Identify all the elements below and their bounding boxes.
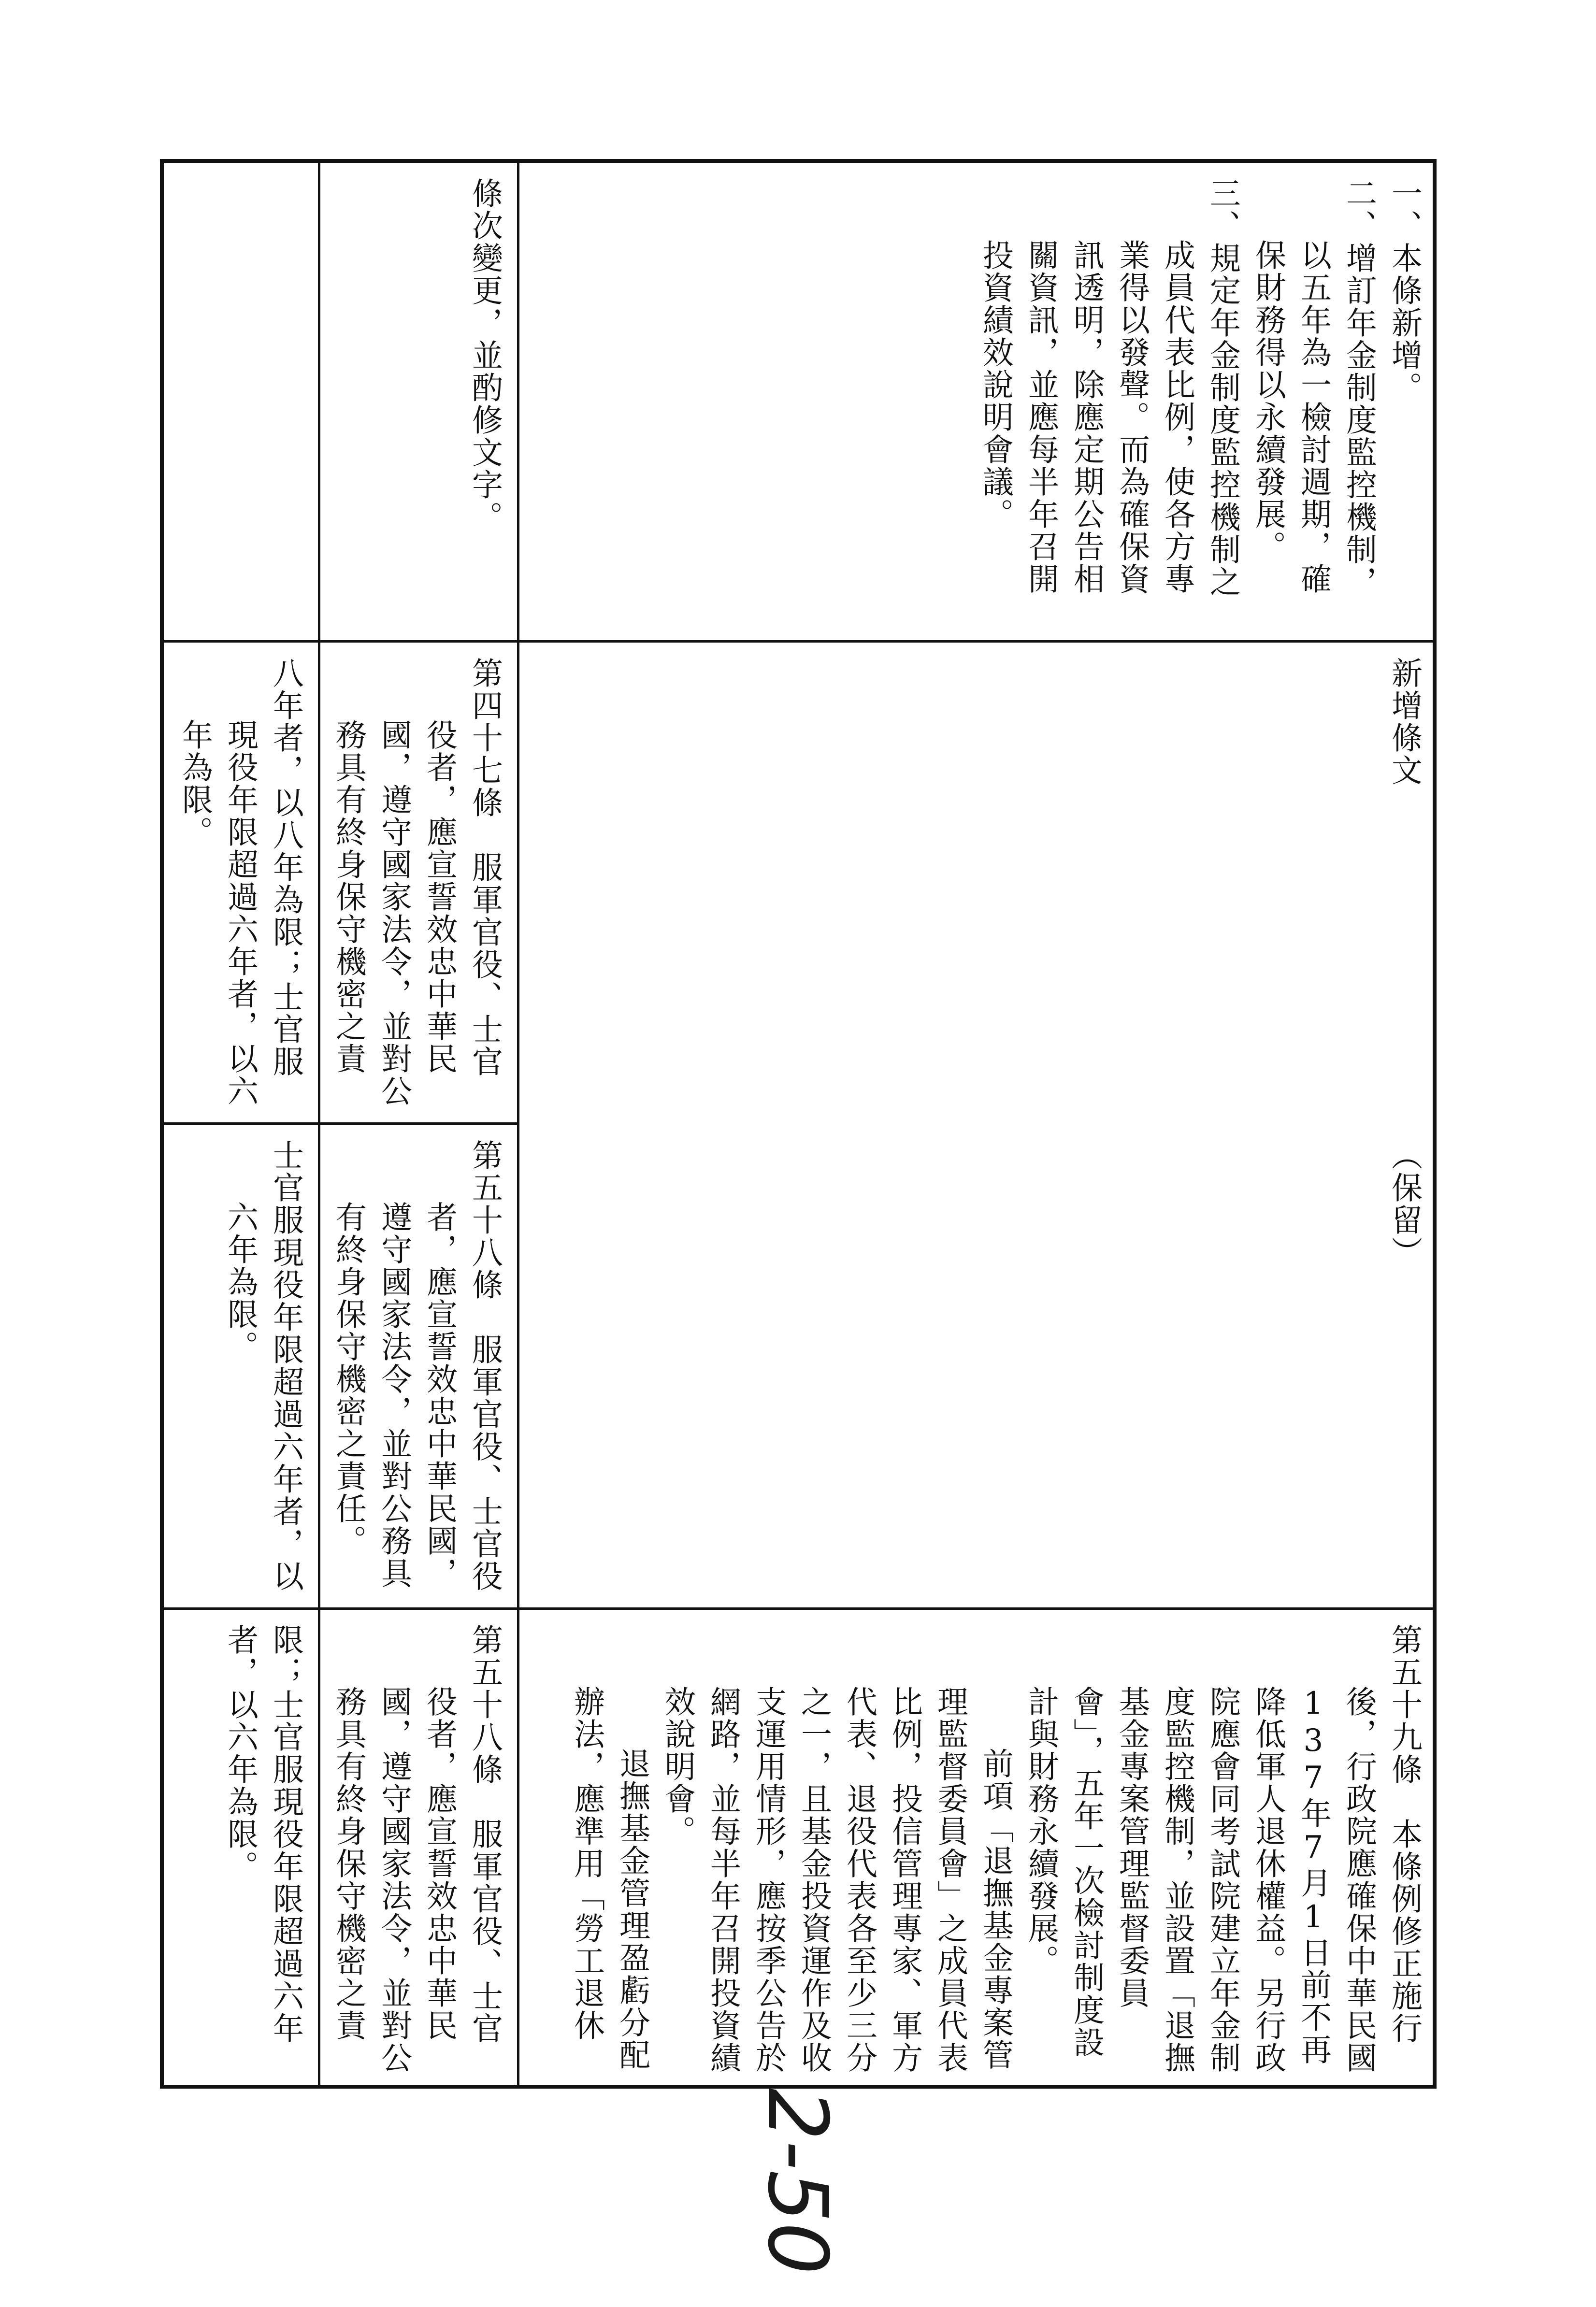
current-row2: 第五十八條 服軍官役、士官役者，應宣誓效忠中華民國，遵守國家法令，並對公務具有終身保守機密之責	[331, 1624, 503, 2074]
comparison-table	[160, 159, 1437, 2089]
original-row1: 八年者，以八年為限；士官服現役年限超過六年者，以六年為限。	[177, 657, 303, 1107]
exec-row2: 第五十八條 服軍官役、士官役者，應宣誓效忠中華民國，遵守國家法令，並對公務具有終身保守機密之責任。	[331, 1139, 503, 1592]
note-item-2: 二、增訂年金制度監控機制，以五年為一檢討週期，確保財務得以永續發展。	[1250, 177, 1377, 598]
notes-row3	[519, 163, 1437, 640]
current-row3: 第五十九條 本條例修正施行後，行政院應確保中華民國137年7月1日前不再降低軍人退休權益。另行政院應會同考試院建立年金制度監控機制，並設置「退撫基金專案管理監督委員會」，五年一次檢討制度設計與財務永續發展。 前項「退撫基金專案管理監督委員會」之成員代表比例，投信管理專家、軍方代表、退役代表各至少三分之一，且基金投資運作及收支運用情形，應按季公告於網路，並每半年召開投資績效說明會。 退撫基金管理盈虧分配辦法，應準用「勞工退休	[569, 1624, 1422, 2074]
page-number: 2-50	[749, 2088, 845, 2275]
original-row2: 第四十七條 服軍官役、士官役者，應宣誓效忠中華民國，遵守國家法令，並對公務具有終身保守機密之責	[331, 657, 503, 1107]
exec-row3: （保留）	[1386, 1139, 1422, 1269]
notes-row1	[164, 163, 318, 640]
exec-row1: 士官服現役年限超過六年者，以六年為限。	[222, 1139, 303, 1592]
note-item-3: 三、規定年金制度監控機制之成員代表比例，使各方專業得以發聲。而為確保資訊透明，除應定期公告相關資訊，並應每半年召開投資績效說明會議。	[978, 177, 1240, 598]
original-row3: 新增條文	[1386, 657, 1422, 787]
current-row1: 限；士官服現役年限超過六年者，以六年為限。	[222, 1624, 303, 2045]
note-item-1: 一、本條新增。	[1386, 177, 1422, 404]
notes-row2: 條次變更，並酌修文字。	[467, 177, 503, 533]
